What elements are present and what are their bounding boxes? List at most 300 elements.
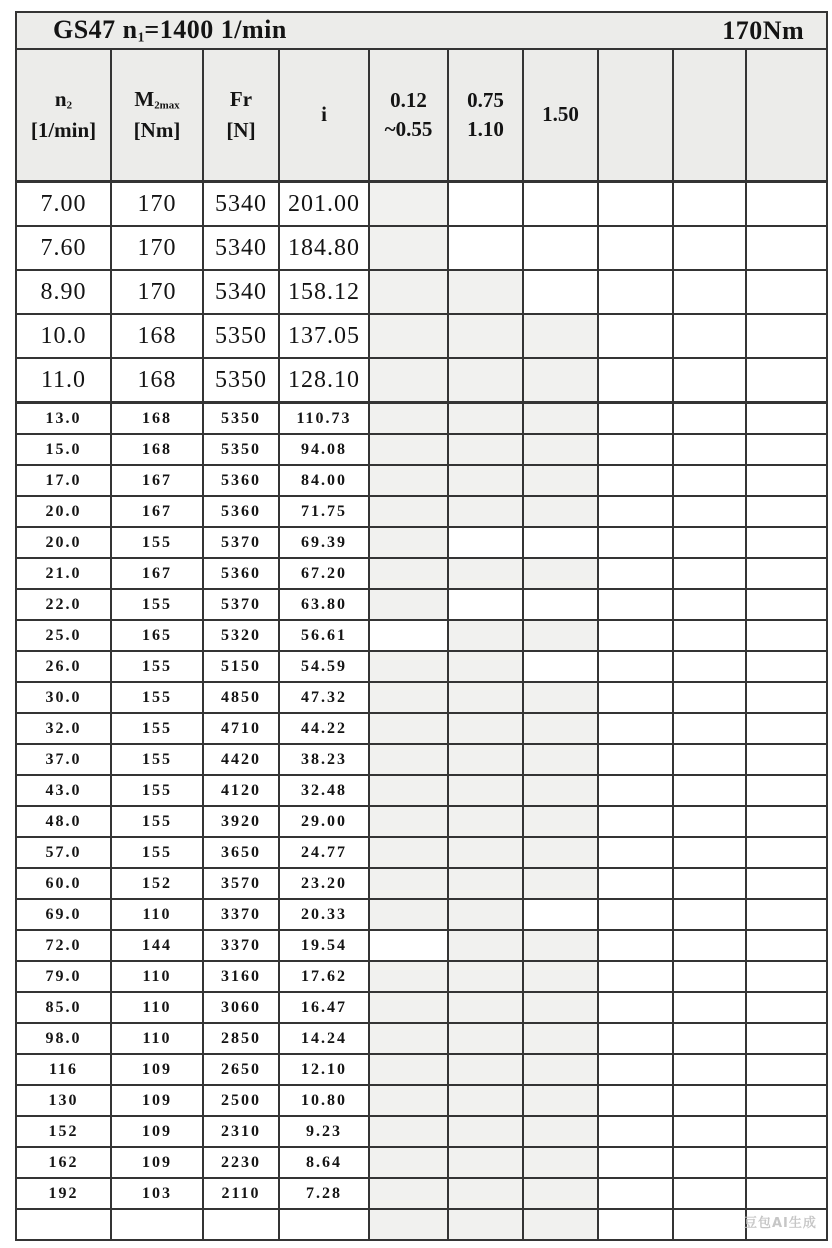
fr-cell: 5370 — [203, 527, 279, 558]
power-cell-2 — [448, 651, 523, 682]
i-cell: 24.77 — [279, 837, 369, 868]
power-cell-1 — [369, 651, 448, 682]
empty-cell-1 — [598, 434, 673, 465]
empty-cell-3 — [746, 496, 827, 527]
power-cell-1 — [369, 992, 448, 1023]
empty-cell-3 — [746, 837, 827, 868]
power-cell-2 — [448, 1054, 523, 1085]
power-cell-1 — [369, 744, 448, 775]
n2-cell: 32.0 — [16, 713, 111, 744]
power-cell-2 — [448, 434, 523, 465]
empty-cell-2 — [673, 527, 746, 558]
m2max-cell: 155 — [111, 713, 203, 744]
i-cell: 19.54 — [279, 930, 369, 961]
power-cell-1 — [369, 775, 448, 806]
power-cell-2 — [448, 270, 523, 314]
m2max-cell: 170 — [111, 270, 203, 314]
empty-cell-1 — [598, 226, 673, 270]
fr-cell: 2310 — [203, 1116, 279, 1147]
table-row — [16, 899, 827, 930]
table-row — [16, 1023, 827, 1054]
power-cell-1 — [369, 558, 448, 589]
table-row — [16, 314, 827, 358]
m2max-cell: 109 — [111, 1116, 203, 1147]
n2-cell: 79.0 — [16, 961, 111, 992]
header-fr: Fr [N] — [203, 49, 279, 182]
table-row — [16, 682, 827, 713]
power-cell-1 — [369, 1085, 448, 1116]
i-cell — [279, 1209, 369, 1240]
fr-cell: 5370 — [203, 589, 279, 620]
table-row — [16, 775, 827, 806]
table-row — [16, 403, 827, 435]
fr-cell: 3060 — [203, 992, 279, 1023]
empty-cell-1 — [598, 270, 673, 314]
table-row — [16, 434, 827, 465]
i-cell: 29.00 — [279, 806, 369, 837]
empty-cell-2 — [673, 1147, 746, 1178]
fr-cell: 5320 — [203, 620, 279, 651]
power-cell-3 — [523, 1116, 598, 1147]
n2-cell: 20.0 — [16, 527, 111, 558]
power-cell-2 — [448, 496, 523, 527]
header-row — [16, 49, 827, 182]
empty-cell-3 — [746, 182, 827, 227]
power-cell-2 — [448, 1023, 523, 1054]
table-row — [16, 270, 827, 314]
empty-cell-2 — [673, 837, 746, 868]
power-cell-2 — [448, 775, 523, 806]
empty-cell-3 — [746, 1023, 827, 1054]
m2max-cell: 168 — [111, 434, 203, 465]
empty-cell-2 — [673, 403, 746, 435]
n2-cell: 72.0 — [16, 930, 111, 961]
empty-cell-2 — [673, 1085, 746, 1116]
n2-cell: 152 — [16, 1116, 111, 1147]
n2-cell: 48.0 — [16, 806, 111, 837]
power-cell-2 — [448, 806, 523, 837]
empty-cell-2 — [673, 930, 746, 961]
empty-cell-1 — [598, 651, 673, 682]
empty-cell-2 — [673, 1023, 746, 1054]
power-cell-1 — [369, 403, 448, 435]
fr-cell: 5360 — [203, 558, 279, 589]
empty-cell-1 — [598, 992, 673, 1023]
header-power-075-110: 0.75 1.10 — [448, 49, 523, 182]
i-cell: 47.32 — [279, 682, 369, 713]
empty-cell-3 — [746, 620, 827, 651]
power-cell-3 — [523, 226, 598, 270]
power-cell-1 — [369, 868, 448, 899]
i-cell: 14.24 — [279, 1023, 369, 1054]
empty-cell-2 — [673, 465, 746, 496]
power-cell-2 — [448, 837, 523, 868]
empty-cell-2 — [673, 496, 746, 527]
fr-cell: 2230 — [203, 1147, 279, 1178]
table-row — [16, 358, 827, 403]
n2-cell: 10.0 — [16, 314, 111, 358]
i-cell: 16.47 — [279, 992, 369, 1023]
power-cell-1 — [369, 1023, 448, 1054]
power-cell-2 — [448, 182, 523, 227]
power-cell-2 — [448, 868, 523, 899]
m2max-cell: 109 — [111, 1054, 203, 1085]
empty-cell-2 — [673, 558, 746, 589]
empty-cell-1 — [598, 899, 673, 930]
power-cell-2 — [448, 744, 523, 775]
fr-cell: 2110 — [203, 1178, 279, 1209]
table-row — [16, 620, 827, 651]
power-cell-3 — [523, 868, 598, 899]
empty-cell-1 — [598, 682, 673, 713]
empty-cell-1 — [598, 465, 673, 496]
n2-cell: 130 — [16, 1085, 111, 1116]
m2max-cell: 110 — [111, 899, 203, 930]
power-cell-1 — [369, 961, 448, 992]
power-cell-2 — [448, 682, 523, 713]
m2max-cell: 155 — [111, 589, 203, 620]
header-empty-3 — [746, 49, 827, 182]
power-cell-3 — [523, 589, 598, 620]
power-cell-3 — [523, 403, 598, 435]
power-cell-2 — [448, 930, 523, 961]
empty-cell-2 — [673, 1209, 746, 1240]
m2max-cell: 155 — [111, 837, 203, 868]
empty-cell-1 — [598, 403, 673, 435]
i-cell: 128.10 — [279, 358, 369, 403]
empty-cell-3 — [746, 651, 827, 682]
power-cell-1 — [369, 496, 448, 527]
rows-small-group — [16, 403, 827, 1241]
i-cell: 56.61 — [279, 620, 369, 651]
fr-cell: 5150 — [203, 651, 279, 682]
empty-cell-1 — [598, 930, 673, 961]
power-cell-3 — [523, 899, 598, 930]
n2-cell: 25.0 — [16, 620, 111, 651]
table-row — [16, 651, 827, 682]
fr-cell: 4850 — [203, 682, 279, 713]
power-cell-1 — [369, 899, 448, 930]
i-cell: 44.22 — [279, 713, 369, 744]
power-cell-1 — [369, 620, 448, 651]
empty-cell-3 — [746, 314, 827, 358]
empty-cell-3 — [746, 1178, 827, 1209]
title-cell — [16, 12, 827, 49]
power-cell-3 — [523, 992, 598, 1023]
power-cell-3 — [523, 837, 598, 868]
power-cell-3 — [523, 1209, 598, 1240]
power-cell-3 — [523, 558, 598, 589]
power-cell-3 — [523, 775, 598, 806]
m2max-cell: 110 — [111, 961, 203, 992]
i-cell: 38.23 — [279, 744, 369, 775]
fr-cell: 3160 — [203, 961, 279, 992]
i-cell: 201.00 — [279, 182, 369, 227]
n2-cell: 30.0 — [16, 682, 111, 713]
table-row — [16, 992, 827, 1023]
torque-rating: 170Nm — [722, 15, 805, 45]
empty-cell-1 — [598, 806, 673, 837]
i-cell: 94.08 — [279, 434, 369, 465]
power-cell-3 — [523, 527, 598, 558]
i-cell: 17.62 — [279, 961, 369, 992]
empty-cell-2 — [673, 682, 746, 713]
empty-cell-2 — [673, 961, 746, 992]
fr-cell: 2500 — [203, 1085, 279, 1116]
table-row — [16, 961, 827, 992]
empty-cell-2 — [673, 270, 746, 314]
power-cell-2 — [448, 558, 523, 589]
table-row — [16, 527, 827, 558]
empty-cell-1 — [598, 868, 673, 899]
n2-cell: 60.0 — [16, 868, 111, 899]
table-row — [16, 744, 827, 775]
m2max-cell: 155 — [111, 651, 203, 682]
fr-cell: 5340 — [203, 182, 279, 227]
empty-cell-2 — [673, 1054, 746, 1085]
empty-cell-1 — [598, 837, 673, 868]
power-cell-1 — [369, 806, 448, 837]
power-cell-3 — [523, 182, 598, 227]
fr-cell: 3920 — [203, 806, 279, 837]
empty-cell-3 — [746, 744, 827, 775]
header-power-150: 1.50 — [523, 49, 598, 182]
empty-cell-3 — [746, 403, 827, 435]
m2max-cell: 110 — [111, 1023, 203, 1054]
m2max-cell: 168 — [111, 403, 203, 435]
power-cell-3 — [523, 806, 598, 837]
power-cell-3 — [523, 713, 598, 744]
power-cell-2 — [448, 1178, 523, 1209]
i-cell: 63.80 — [279, 589, 369, 620]
empty-cell-3 — [746, 226, 827, 270]
fr-cell: 5350 — [203, 403, 279, 435]
fr-cell: 5360 — [203, 465, 279, 496]
n2-cell: 21.0 — [16, 558, 111, 589]
power-cell-1 — [369, 182, 448, 227]
m2max-cell: 168 — [111, 358, 203, 403]
empty-cell-1 — [598, 775, 673, 806]
power-cell-2 — [448, 589, 523, 620]
n2-cell: 98.0 — [16, 1023, 111, 1054]
empty-cell-3 — [746, 1085, 827, 1116]
table-row — [16, 465, 827, 496]
m2max-cell: 110 — [111, 992, 203, 1023]
i-cell: 23.20 — [279, 868, 369, 899]
m2max-cell: 155 — [111, 682, 203, 713]
power-cell-2 — [448, 1147, 523, 1178]
table-row — [16, 182, 827, 227]
n2-cell: 20.0 — [16, 496, 111, 527]
table-row — [16, 1147, 827, 1178]
power-cell-2 — [448, 713, 523, 744]
n2-cell — [16, 1209, 111, 1240]
empty-cell-3 — [746, 868, 827, 899]
i-cell: 10.80 — [279, 1085, 369, 1116]
power-cell-2 — [448, 358, 523, 403]
power-cell-2 — [448, 403, 523, 435]
fr-cell: 5350 — [203, 358, 279, 403]
table-row — [16, 868, 827, 899]
empty-cell-3 — [746, 713, 827, 744]
m2max-cell: 170 — [111, 182, 203, 227]
empty-cell-1 — [598, 1178, 673, 1209]
table-row — [16, 837, 827, 868]
empty-cell-2 — [673, 806, 746, 837]
power-cell-1 — [369, 1147, 448, 1178]
power-cell-1 — [369, 1116, 448, 1147]
power-cell-1 — [369, 465, 448, 496]
power-cell-1 — [369, 930, 448, 961]
table-row — [16, 558, 827, 589]
power-cell-3 — [523, 682, 598, 713]
power-cell-1 — [369, 226, 448, 270]
empty-cell-2 — [673, 358, 746, 403]
n2-cell: 7.00 — [16, 182, 111, 227]
i-cell: 20.33 — [279, 899, 369, 930]
n2-cell: 37.0 — [16, 744, 111, 775]
empty-cell-3 — [746, 961, 827, 992]
watermark: 豆包AI生成 — [744, 1216, 817, 1231]
power-cell-2 — [448, 961, 523, 992]
header-power-012-055: 0.12 ~0.55 — [369, 49, 448, 182]
power-cell-1 — [369, 713, 448, 744]
power-cell-1 — [369, 682, 448, 713]
fr-cell: 3570 — [203, 868, 279, 899]
fr-cell: 4710 — [203, 713, 279, 744]
power-cell-3 — [523, 1023, 598, 1054]
power-cell-1 — [369, 1054, 448, 1085]
empty-cell-2 — [673, 651, 746, 682]
empty-cell-2 — [673, 899, 746, 930]
fr-cell: 2650 — [203, 1054, 279, 1085]
empty-cell-2 — [673, 744, 746, 775]
table-row — [16, 589, 827, 620]
fr-cell: 5350 — [203, 314, 279, 358]
empty-cell-1 — [598, 713, 673, 744]
fr-cell: 2850 — [203, 1023, 279, 1054]
i-cell: 32.48 — [279, 775, 369, 806]
empty-cell-1 — [598, 589, 673, 620]
m2max-cell — [111, 1209, 203, 1240]
fr-cell: 5340 — [203, 226, 279, 270]
empty-cell-1 — [598, 527, 673, 558]
i-cell: 71.75 — [279, 496, 369, 527]
n2-cell: 13.0 — [16, 403, 111, 435]
power-cell-3 — [523, 651, 598, 682]
m2max-cell: 168 — [111, 314, 203, 358]
power-cell-3 — [523, 270, 598, 314]
empty-cell-3 — [746, 1147, 827, 1178]
m2max-cell: 144 — [111, 930, 203, 961]
i-cell: 110.73 — [279, 403, 369, 435]
power-cell-1 — [369, 358, 448, 403]
empty-cell-2 — [673, 434, 746, 465]
power-cell-2 — [448, 1116, 523, 1147]
empty-cell-2 — [673, 589, 746, 620]
fr-cell: 5360 — [203, 496, 279, 527]
empty-cell-3 — [746, 589, 827, 620]
empty-cell-2 — [673, 1116, 746, 1147]
m2max-cell: 167 — [111, 465, 203, 496]
n2-cell: 57.0 — [16, 837, 111, 868]
power-cell-2 — [448, 527, 523, 558]
i-cell: 137.05 — [279, 314, 369, 358]
empty-cell-3 — [746, 465, 827, 496]
i-cell: 84.00 — [279, 465, 369, 496]
table-row — [16, 1085, 827, 1116]
empty-cell-2 — [673, 314, 746, 358]
power-cell-1 — [369, 589, 448, 620]
empty-cell-1 — [598, 1147, 673, 1178]
n2-cell: 11.0 — [16, 358, 111, 403]
empty-cell-3 — [746, 558, 827, 589]
header-n2: $n_2$ [1/min] — [16, 49, 111, 182]
empty-cell-2 — [673, 775, 746, 806]
empty-cell-2 — [673, 713, 746, 744]
n2-cell: 8.90 — [16, 270, 111, 314]
empty-cell-1 — [598, 1085, 673, 1116]
header-m2max: $M_{2max}$ [Nm] — [111, 49, 203, 182]
i-cell: 67.20 — [279, 558, 369, 589]
empty-cell-1 — [598, 744, 673, 775]
m2max-cell: 155 — [111, 775, 203, 806]
empty-cell-1 — [598, 558, 673, 589]
n2-cell: 15.0 — [16, 434, 111, 465]
m2max-cell: 103 — [111, 1178, 203, 1209]
table-row — [16, 1178, 827, 1209]
power-cell-3 — [523, 358, 598, 403]
empty-cell-3 — [746, 358, 827, 403]
table-row — [16, 930, 827, 961]
i-cell: 69.39 — [279, 527, 369, 558]
power-cell-2 — [448, 899, 523, 930]
empty-cell-3 — [746, 899, 827, 930]
m2max-cell: 167 — [111, 558, 203, 589]
fr-cell: 3370 — [203, 899, 279, 930]
power-cell-2 — [448, 465, 523, 496]
power-cell-2 — [448, 1209, 523, 1240]
table-row — [16, 713, 827, 744]
power-cell-3 — [523, 1054, 598, 1085]
i-cell: 9.23 — [279, 1116, 369, 1147]
empty-cell-3 — [746, 930, 827, 961]
power-cell-1 — [369, 270, 448, 314]
n2-cell: 7.60 — [16, 226, 111, 270]
fr-cell: 5350 — [203, 434, 279, 465]
n2-cell: 162 — [16, 1147, 111, 1178]
n2-cell: 85.0 — [16, 992, 111, 1023]
n2-cell: 192 — [16, 1178, 111, 1209]
i-cell: 7.28 — [279, 1178, 369, 1209]
empty-cell-1 — [598, 1023, 673, 1054]
rows-large-group — [16, 182, 827, 403]
table-row — [16, 1054, 827, 1085]
i-cell: 12.10 — [279, 1054, 369, 1085]
power-cell-3 — [523, 620, 598, 651]
title-row — [16, 12, 827, 49]
power-cell-2 — [448, 1085, 523, 1116]
empty-cell-2 — [673, 226, 746, 270]
m2max-cell: 170 — [111, 226, 203, 270]
page-title: GS47 $n_1=1400$ 1/min — [53, 15, 287, 45]
power-cell-3 — [523, 1178, 598, 1209]
m2max-cell: 155 — [111, 806, 203, 837]
i-cell: 158.12 — [279, 270, 369, 314]
power-cell-3 — [523, 434, 598, 465]
empty-cell-3 — [746, 682, 827, 713]
m2max-cell: 109 — [111, 1147, 203, 1178]
